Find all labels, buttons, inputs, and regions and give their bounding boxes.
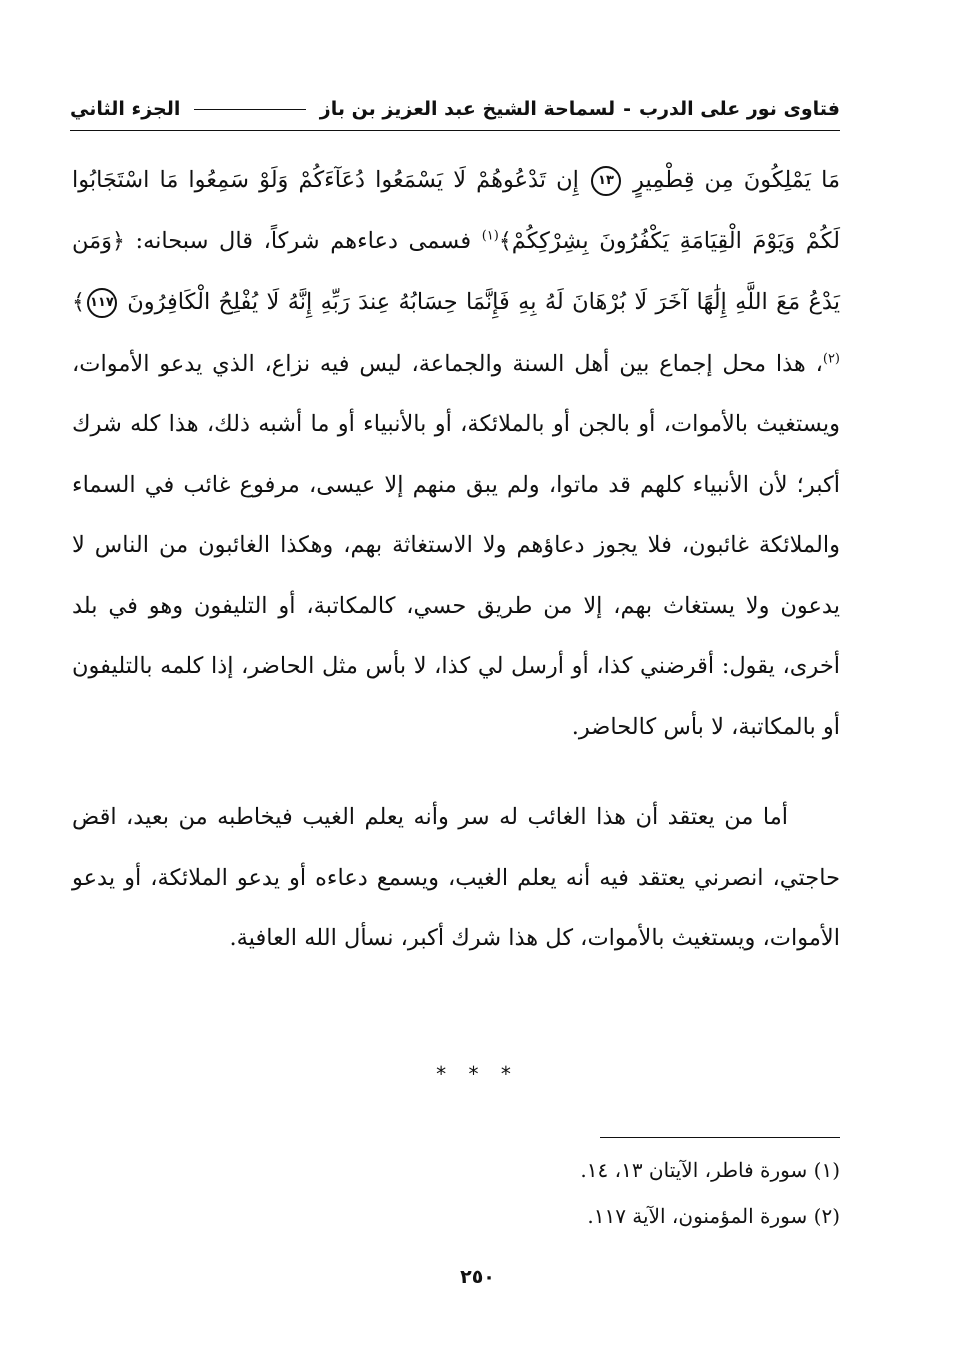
- main-text: [72, 150, 840, 969]
- footnotes: [72, 1147, 840, 1239]
- quran-quote-2: وَمَن يَدْعُ مَعَ اللَّهِ إِلَٰهًا آخَرَ لَا بُرْهَانَ لَهُ بِهِ فَإِنَّمَا حِسَابُهُ عِندَ رَبِّهِ إِنَّهُ لَا يُفْلِحُ الْكَافِرُونَ: [72, 227, 840, 315]
- paragraph-2: أما من يعتقد أن هذا الغائب له سر وأنه يعلم الغيب فيخاطبه من بعيد، اقض حاجتي، انصرني يعتقد فيه أنه يعلم الغيب، ويسمع دعاءه أو يدعو الملائكة، أو يدعو الأموات، ويستغيث بالأموات، كل هذا شرك أكبر، نسأل الله العافية.: [72, 804, 840, 951]
- body-text-1: فسمى دعاءهم شركاً، قال سبحانه:: [124, 227, 482, 254]
- verse-number-117: ١١٧: [87, 288, 117, 318]
- header-line: [194, 109, 305, 110]
- author-name: لسماحة الشيخ عبد العزيز بن باز: [319, 98, 616, 120]
- quran-close-bracket-2: ﴾: [72, 290, 85, 315]
- header-divider: [70, 130, 840, 131]
- header-separator: -: [623, 98, 631, 120]
- footnote-1: (١) سورة فاطر، الآيتان ١٣، ١٤.: [580, 1158, 840, 1182]
- page-number: ٢٥٠: [460, 1266, 495, 1288]
- volume-label: الجزء الثاني: [70, 98, 181, 120]
- running-header: [70, 92, 840, 126]
- footnote-ref-1[interactable]: (١): [481, 228, 499, 243]
- quran-open-bracket-2: ﴿: [112, 228, 125, 254]
- section-separator: * * *: [436, 1062, 519, 1086]
- quran-quote-1-cont: إِن تَدْعُوهُمْ لَا يَسْمَعُوا دُعَآءَكُمْ وَلَوْ سَمِعُوا مَا اسْتَجَابُوا لَكُمْ وَيَوْمَ الْقِيَامَةِ يَكْفُرُونَ بِشِرْكِكُمْ: [72, 167, 840, 254]
- footnote-divider: [600, 1137, 840, 1138]
- body-text-2: ، هذا محل إجماع بين أهل السنة والجماعة، ليس فيه نزاع، الذي يدعو الأموات، ويستغيث بالأموات، أو بالجن أو بالملائكة، أو بالأنبياء أو ما أشبه ذلك، هذا كله شرك أكبر؛ لأن الأنبياء كلهم قد ماتوا، ولم يبق منهم إلا عيسى، مرفوع غائب في السماء والملائكة غائبون، فلا يجوز دعاؤهم ولا الاستغاثة بهم، وهكذا الغائبون من الناس لا يدعون ولا يستغاث بهم، إلا من طريق حسي، كالمكاتبة، أو التليفون وهو في بلد أخرى، يقول: أقرضني كذا، أو أرسل لي كذا، لا بأس مثل الحاضر، إذا كلمه بالتليفون أو بالمكاتبة، لا بأس كالحاضر.: [72, 350, 840, 740]
- footnote-2: (٢) سورة المؤمنون، الآية ١١٧.: [587, 1204, 840, 1228]
- paragraph-1: [72, 150, 840, 757]
- verse-number-13: ١٣: [591, 166, 621, 196]
- book-title: فتاوى نور على الدرب: [639, 98, 840, 120]
- quran-close-bracket-1: ﴾: [498, 228, 512, 254]
- quran-quote-1: مَا يَمْلِكُونَ مِن قِطْمِيرٍ: [633, 167, 840, 193]
- footnote-ref-2[interactable]: (٢): [822, 351, 840, 366]
